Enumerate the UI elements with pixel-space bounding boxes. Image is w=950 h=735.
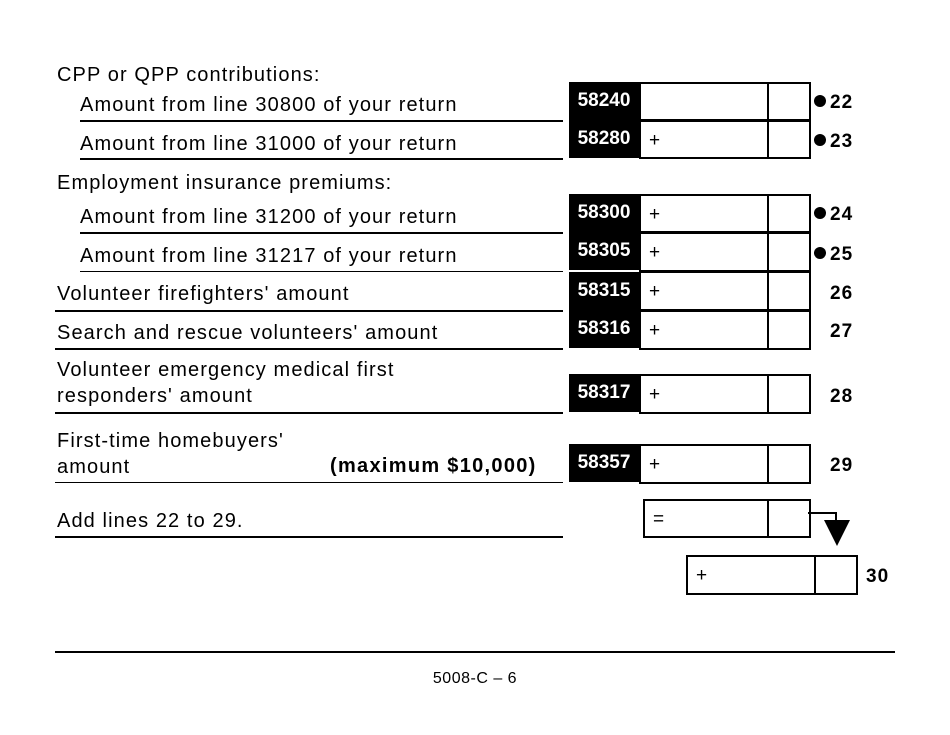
line-28-cents-field[interactable] [767, 376, 769, 412]
line-28-number: 28 [830, 386, 854, 407]
line-23-cents-field[interactable] [767, 122, 769, 157]
line-28-label-2: responders' amount [57, 385, 253, 407]
line-25-cents-field[interactable] [767, 234, 769, 270]
subtotal-field[interactable] [643, 499, 811, 538]
line-26-rule [55, 310, 563, 312]
line-28-label-1: Volunteer emergency medical first [57, 359, 395, 381]
line-29-sign: + [649, 454, 661, 475]
line-29-code: 58357 [569, 444, 639, 482]
line-24-sign: + [649, 204, 661, 225]
line-28-amount-field[interactable] [639, 374, 811, 414]
line-23-sign: + [649, 130, 661, 151]
line-26-label: Volunteer firefighters' amount [57, 283, 350, 305]
line-22-amount-field[interactable] [639, 82, 811, 121]
line-29-label-2: amount [57, 456, 131, 478]
line-25-sign: + [649, 242, 661, 263]
footer-rule [55, 651, 895, 653]
line-29-number: 29 [830, 455, 854, 476]
line-27-amount-field[interactable] [639, 310, 811, 350]
line-23-amount-field[interactable] [639, 120, 811, 159]
line-30-amount-field[interactable] [686, 555, 858, 595]
line-23-label: Amount from line 31000 of your return [80, 133, 458, 155]
line-24-cents-field[interactable] [767, 196, 769, 231]
line-30-cents-field[interactable] [814, 557, 816, 593]
line-30-number: 30 [866, 566, 890, 587]
line-27-code: 58316 [569, 310, 639, 348]
line-29-max-note: (maximum $10,000) [330, 455, 537, 477]
subtotal-cents-field[interactable] [767, 501, 769, 536]
line-28-rule [55, 412, 563, 414]
line-26-number: 26 [830, 283, 854, 304]
page-number: 5008-C – 6 [432, 670, 518, 687]
subtotal-sign: = [653, 509, 665, 530]
line-25-amount-field[interactable] [639, 232, 811, 272]
line-23-code: 58280 [569, 120, 639, 158]
line-24-number: 24 [814, 204, 853, 226]
add-lines-label: Add lines 22 to 29. [57, 510, 244, 532]
line-27-label: Search and rescue volunteers' amount [57, 322, 439, 344]
line-27-rule [55, 348, 563, 350]
line-25-number: 25 [814, 244, 853, 266]
line-28-code: 58317 [569, 374, 639, 412]
cpp-heading: CPP or QPP contributions: [57, 64, 321, 86]
add-lines-rule [55, 536, 563, 538]
line-25-rule [80, 271, 563, 272]
line-24-amount-field[interactable] [639, 194, 811, 233]
bullet-icon [814, 207, 826, 219]
bullet-icon [814, 134, 826, 146]
line-22-cents-field[interactable] [767, 84, 769, 119]
line-22-label: Amount from line 30800 of your return [80, 94, 458, 116]
line-25-code: 58305 [569, 232, 639, 270]
line-29-cents-field[interactable] [767, 446, 769, 482]
line-25-label: Amount from line 31217 of your return [80, 245, 458, 267]
line-29-label-1: First-time homebuyers' [57, 430, 284, 452]
line-24-code: 58300 [569, 194, 639, 232]
down-arrow-icon [808, 508, 858, 550]
line-30-sign: + [696, 565, 708, 586]
bullet-icon [814, 95, 826, 107]
line-23-number: 23 [814, 131, 853, 153]
line-29-rule [55, 482, 563, 483]
line-27-number: 27 [830, 321, 854, 342]
line-28-sign: + [649, 384, 661, 405]
line-29-amount-field[interactable] [639, 444, 811, 484]
line-26-sign: + [649, 281, 661, 302]
line-26-code: 58315 [569, 272, 639, 310]
line-22-rule [80, 120, 563, 122]
line-23-rule [80, 158, 563, 160]
line-24-label: Amount from line 31200 of your return [80, 206, 458, 228]
line-26-cents-field[interactable] [767, 273, 769, 309]
line-24-rule [80, 232, 563, 234]
line-22-number: 22 [814, 92, 853, 114]
ei-heading: Employment insurance premiums: [57, 172, 393, 194]
line-26-amount-field[interactable] [639, 271, 811, 311]
line-27-cents-field[interactable] [767, 312, 769, 348]
bullet-icon [814, 247, 826, 259]
line-27-sign: + [649, 320, 661, 341]
line-22-code: 58240 [569, 82, 639, 120]
